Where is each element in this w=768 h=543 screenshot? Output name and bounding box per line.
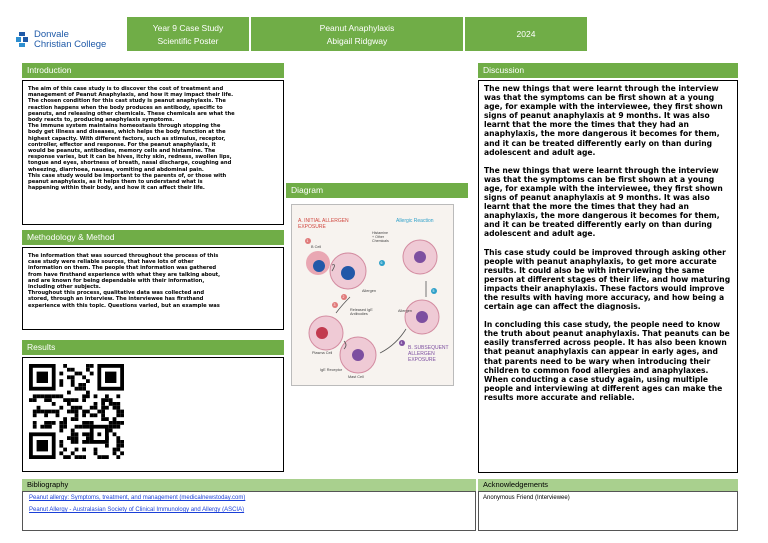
step-6-number: 6 xyxy=(380,260,383,265)
bibliography-box xyxy=(22,491,476,531)
introduction-line: This case study would be important to the parents of, or those with xyxy=(28,172,227,179)
header-cell-title xyxy=(251,17,463,51)
acknowledgements-box xyxy=(478,491,738,531)
introduction-line: response varies, but it can be hives, itchy skin, redness, swollen lips, xyxy=(28,154,232,161)
allergic-reaction-diagram xyxy=(291,204,454,386)
school-logo xyxy=(14,26,124,54)
methodology-title: Methodology & Method xyxy=(22,230,284,245)
study-type: Year 9 Case Study xyxy=(152,22,224,33)
introduction-line: happening within their body, and how it can affect their life. xyxy=(28,185,205,192)
year-label: 2024 xyxy=(516,29,536,39)
label-released-ige: Released IgE Antibodies xyxy=(350,308,373,317)
introduction-line: controller, effector and response. For the peanut anaphylaxis, it xyxy=(28,141,216,148)
discussion-box xyxy=(478,80,738,473)
methodology-text xyxy=(23,248,283,314)
introduction-line: body reacts to, producing anaphylaxis symptoms. xyxy=(28,117,175,124)
label-plasma-cell: Plasma Cell xyxy=(312,351,333,355)
allergen-cell-nucleus xyxy=(341,266,355,280)
header-cell-year xyxy=(465,17,587,51)
discussion-title: Discussion xyxy=(478,63,738,78)
introduction-line: peanut anaphylaxis, as it helps them to understand what is xyxy=(28,179,203,186)
acknowledgements-title: Acknowledgements xyxy=(478,479,738,491)
methodology-line: Throughout this process, qualitative data was collected and xyxy=(28,290,205,297)
introduction-text xyxy=(23,81,283,196)
introduction-box xyxy=(22,80,284,225)
label-histamine: Histamine + Other Chemicals xyxy=(372,231,389,244)
discussion-paragraph: In concluding this case study, the people need to know the truth about peanut anaphylaxis. That peanuts can be easily transferred across people. It has also been known that peanut anaphylaxis can appear in early ages, and that parents need to be wary when introducing their children to common food allergies and anaphylaxes. When conducting a case study again, using multiple people and interviewing at different ages can make the results more accurate and reliable. xyxy=(484,320,730,402)
bibliography-link-1[interactable]: Peanut allergy: Symptoms, treatment, and management (medicalnewstoday.com) xyxy=(29,495,246,501)
methodology-line: and are known for being dependable with their information, xyxy=(28,277,205,284)
results-box xyxy=(22,357,284,472)
results-title: Results xyxy=(22,340,284,355)
label-initial-exposure: A. INITIAL ALLERGEN EXPOSURE xyxy=(298,218,349,230)
diagram-title: Diagram xyxy=(286,183,468,198)
methodology-line: stored, through an interview. The interviewee has firsthand xyxy=(28,296,204,303)
acknowledgements-text: Anonymous Friend (Interviewee) xyxy=(483,495,570,501)
introduction-title: Introduction xyxy=(22,63,284,78)
step-1-number: 1 xyxy=(306,238,309,243)
methodology-line: The information that was sourced throughout the process of this xyxy=(28,253,219,259)
bibliography-title: Bibliography xyxy=(22,479,476,491)
discussion-paragraph: This case study could be improved through asking other people with peanut anaphylaxis, to get more accurate results. It could also be with interviewing the same person at different stages of their life, and how maturing impacts their anaphylaxis. These factors would improve the results with having more accuracy, and how being a certain age can affect the diagnosis. xyxy=(484,247,731,312)
label-allergic-reaction: Allergic Reaction xyxy=(396,218,434,224)
methodology-line: including other subjects. xyxy=(28,284,101,291)
discussion-paragraph: The new things that were learnt through the interview was that the symptoms can be first shown at a young age, for example with the interviewee, they first shown signs of peanut anaphylaxis at 9 months. It was also learnt that the more the times that they had an anaphylaxis, the more dangerous it becomes for them, and it can be treated differently early on than during adolescent and adult age. xyxy=(484,84,723,157)
b-cell-nucleus xyxy=(313,260,325,272)
introduction-line: management of Peanut Anaphylaxis, and how it may impact their life. xyxy=(28,92,234,99)
introduction-line: The chosen condition for this cast study is peanut anaphylaxis. The xyxy=(28,98,226,105)
introduction-line: would be peanuts, antibodies, memory cells and histamine. The xyxy=(28,148,216,155)
methodology-line: information on them. The people that information was gathered xyxy=(28,265,217,272)
introduction-line: reaction happens when the body produces an antibody, specific to xyxy=(28,104,223,111)
step-2-number: 2 xyxy=(342,294,345,299)
bibliography-link-2[interactable]: Peanut Allergy - Australasian Society of Clinical Immunology and Allergy (ASCIA) xyxy=(29,507,245,513)
step-3-number: 3 xyxy=(333,302,336,307)
header-cell-study xyxy=(127,17,249,51)
methodology-box xyxy=(22,247,284,330)
introduction-line: highest capacity. With different factors, such as stimulus, receptor, xyxy=(28,135,226,142)
introduction-line: tongue and eyes, shortness of breath, nasal discharge, coughing and xyxy=(28,160,232,167)
label-mast-cell: Mast Cell xyxy=(348,375,364,379)
methodology-line: case study were reliable sources, that have lots of other xyxy=(28,259,194,266)
introduction-line: The aim of this case study is to discover the cost of treatment and xyxy=(28,86,224,92)
logo-icon xyxy=(14,30,30,50)
sensitized-cell-nucleus xyxy=(416,311,428,323)
qr-code[interactable] xyxy=(29,364,124,459)
introduction-line: The immune system maintains homeostasis through stopping the xyxy=(28,123,221,130)
label-ige-receptor: IgE Receptor xyxy=(320,368,343,372)
introduction-line: body get illness and diseases, which helps the body function at the xyxy=(28,129,226,136)
poster-type: Scientific Poster xyxy=(157,35,219,46)
introduction-line: wheezing, diarrhoea, nausea, vomiting and abdominal pain. xyxy=(28,166,204,173)
label-allergen-1: Allergen xyxy=(362,289,376,293)
logo-line-2: Christian College xyxy=(34,39,107,50)
mast-cell-nucleus xyxy=(352,349,364,361)
methodology-line: from have firsthand experience with what they are talking about, xyxy=(28,271,221,278)
reacting-cell-nucleus xyxy=(414,251,426,263)
label-allergen-2: Allergen xyxy=(398,309,412,313)
logo-line-1: Donvale xyxy=(34,29,69,40)
discussion-text xyxy=(479,81,737,414)
label-b-cell: B Cell xyxy=(311,245,322,249)
step-4-number: 4 xyxy=(400,340,403,345)
label-subsequent-exposure: B. SUBSEQUENT ALLERGEN EXPOSURE xyxy=(408,345,449,363)
step-5-number: 5 xyxy=(432,288,435,293)
introduction-line: peanuts, and releasing other chemicals. These chemicals are what the xyxy=(28,110,235,117)
discussion-paragraph: The new things that were learnt through the interview was that the symptoms can be first shown at a young age, for example with the interviewee, they first shown signs of peanut anaphylaxis at 9 months. It was also learnt that the more the times that they had an anaphylaxis, the more dangerous it becomes for them, and it can be treated differently early on than during adolescent and adult age. xyxy=(484,165,723,239)
author-name: Abigail Ridgway xyxy=(326,35,388,46)
poster-title: Peanut Anaphylaxis xyxy=(319,22,395,33)
methodology-line: experience with this topic. Questions varied, but an example was xyxy=(28,302,220,309)
plasma-cell-nucleus xyxy=(316,327,328,339)
